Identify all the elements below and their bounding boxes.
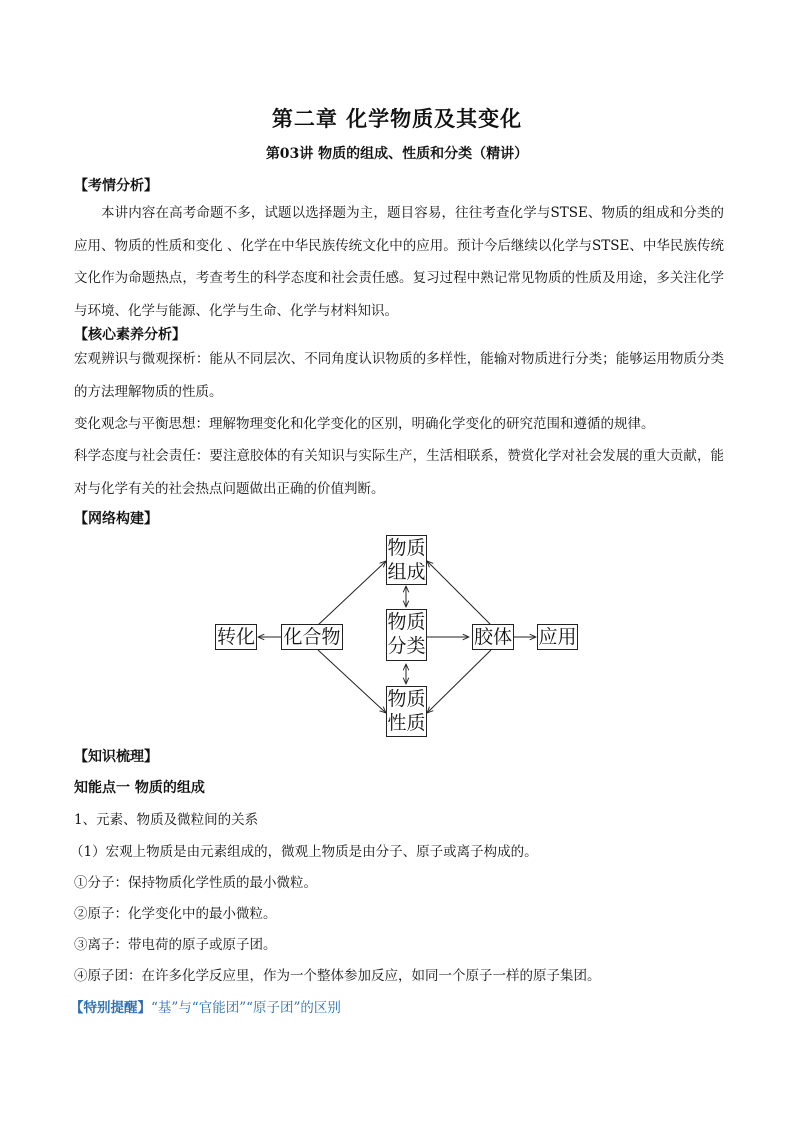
- statement-macro-micro: （1）宏观上物质是由元素组成的，微观上物质是由分子、原子或离子构成的。: [70, 844, 538, 860]
- knowledge-point-1-title: 知能点一 物质的组成: [74, 780, 205, 796]
- arrow-colloid-to-composition: [427, 561, 491, 625]
- arrow-compound-to-properties: [318, 650, 386, 713]
- section-heading-exam-analysis: 【考情分析】: [74, 178, 158, 194]
- subheading-element-relations: 1、元素、物质及微粒间的关系: [74, 812, 259, 828]
- node-composition: 物质 组成: [387, 537, 426, 583]
- definition-molecule: ①分子：保持物质化学性质的最小微粒。: [74, 875, 317, 891]
- node-colloid: 胶体: [473, 626, 512, 648]
- arrow-compound-to-composition: [318, 561, 386, 625]
- arrow-colloid-to-properties: [427, 650, 491, 713]
- core-literacy-item-2: 变化观念与平衡思想：理解物理变化和化学变化的区别，明确化学变化的研究范围和遵循的规律。: [74, 416, 655, 432]
- lecture-title: 第03讲 物质的组成、性质和分类（精讲）: [265, 146, 529, 162]
- section-heading-core-literacy: 【核心素养分析】: [74, 327, 186, 343]
- definition-atom: ②原子：化学变化中的最小微粒。: [74, 906, 277, 922]
- core-literacy-item-3: 科学态度与社会责任：要注意胶体的有关知识与实际生产，生活相联系，赞赏化学对社会发展的重大贡献，能对与化学有关的社会热点问题做出正确的价值判断。: [74, 448, 724, 497]
- special-reminder-text: “基”与“官能团”“原子团”的区别: [151, 1000, 341, 1016]
- definition-atomic-group: ④原子团：在许多化学反应里，作为一个整体参加反应，如同一个原子一样的原子集团。: [74, 968, 601, 984]
- section-heading-knowledge: 【知识梳理】: [74, 749, 158, 765]
- chapter-title: 第二章 化学物质及其变化: [271, 106, 523, 131]
- node-compound: 化合物: [281, 624, 343, 650]
- special-reminder: [70, 996, 341, 1016]
- definition-ion: ③离子：带电荷的原子或原子团。: [74, 937, 277, 953]
- node-properties: 物质 性质: [386, 686, 427, 737]
- node-classification: 物质 分类: [386, 609, 427, 661]
- section-heading-network: 【网络构建】: [74, 511, 158, 527]
- core-literacy-item-1: 宏观辨识与微观探析：能从不同层次、不同角度认识物质的多样性，能输对物质进行分类；能够运用物质分类的方法理解物质的性质。: [74, 351, 724, 400]
- special-reminder-label: 【特别提醒】: [70, 1000, 151, 1016]
- node-transform: 转化: [216, 626, 255, 648]
- node-application: 应用: [538, 626, 577, 648]
- exam-analysis-text: 本讲内容在高考命题不多，试题以选择题为主，题目容易，往往考查化学与STSE、物质的组成和分类的应用、物质的性质和变化 、化学在中华民族传统文化中的应用。预计今后继续以化学与STSE、中华民族传统文化作为命题热点，考查考生的科学态度和社会责任感。复习过程中熟记常见物质的性质及用途，多关注化学与环境、化学与能源、化学与生命、化学与材料知识。: [74, 205, 724, 319]
